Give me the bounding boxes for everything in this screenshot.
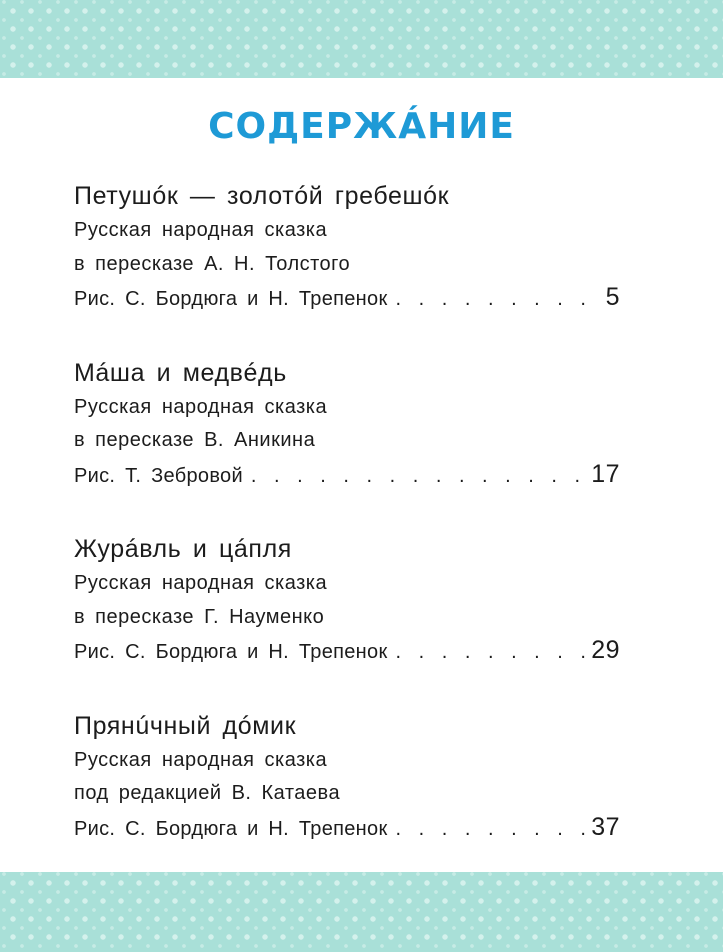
dot-leader	[251, 460, 585, 494]
toc-entry-illustrators-row	[74, 281, 620, 317]
table-of-contents	[74, 178, 620, 884]
toc-entry-genre: Русская народная сказка	[74, 395, 328, 418]
toc-entry-3[interactable]	[74, 531, 620, 670]
toc-entry-page-number: 29	[591, 636, 620, 664]
toc-entry-genre: Русская народная сказка	[74, 219, 328, 241]
toc-entry-2[interactable]	[74, 355, 620, 494]
toc-entry-illustrators: Рис. Т. Зебровой	[74, 464, 243, 487]
dot-leader	[396, 283, 600, 317]
toc-entry-title: Петушóк — золотóй гребешóк	[74, 182, 450, 210]
toc-entry-genre: Русская народная сказка	[74, 748, 328, 771]
toc-entry-title: Мáша и медвéдь	[74, 358, 287, 387]
toc-entry-genre: Русская народная сказка	[74, 572, 328, 594]
toc-entry-1[interactable]	[74, 178, 620, 317]
toc-entry-illustrators-row	[74, 811, 620, 847]
toc-entry-4[interactable]	[74, 708, 620, 847]
toc-entry-title: Прянúчный дóмик	[74, 711, 297, 740]
top-decorative-band	[0, 0, 723, 78]
page-title: СОДЕРЖÁНИЕ	[208, 106, 515, 147]
toc-entry-page-number: 37	[591, 812, 620, 841]
toc-entry-illustrators-row	[74, 458, 620, 494]
bottom-decorative-band	[0, 872, 723, 952]
toc-entry-page-number: 5	[605, 283, 620, 311]
toc-entry-reteller: под редакцией В. Катаева	[74, 782, 341, 804]
toc-entry-title: Журáвль и цáпля	[74, 535, 292, 563]
toc-entry-illustrators: Рис. С. Бордюга и Н. Трепенок	[74, 817, 388, 840]
dot-leader	[396, 636, 586, 670]
toc-entry-illustrators-row	[74, 634, 620, 670]
toc-entry-illustrators: Рис. С. Бордюга и Н. Трепенок	[74, 641, 388, 663]
dot-leader	[396, 813, 586, 847]
toc-entry-reteller: в пересказе А. Н. Толстого	[74, 252, 351, 275]
toc-entry-page-number: 17	[591, 459, 620, 488]
toc-entry-illustrators: Рис. С. Бордюга и Н. Трепенок	[74, 288, 388, 310]
toc-entry-reteller: в пересказе В. Аникина	[74, 429, 316, 451]
toc-entry-reteller: в пересказе Г. Науменко	[74, 605, 325, 628]
